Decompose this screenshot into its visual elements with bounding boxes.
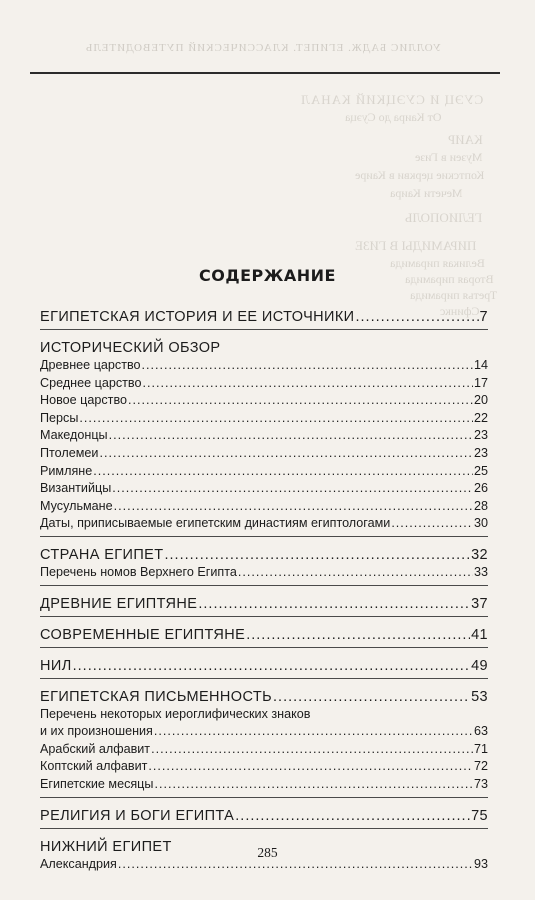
show-through-line: Сфинкс <box>440 304 480 318</box>
dot-leader <box>148 758 473 776</box>
show-through-line: Третья пирамида <box>410 288 498 302</box>
toc-page-number: 49 <box>471 657 488 674</box>
dot-leader <box>154 776 473 794</box>
dot-leader <box>151 741 473 759</box>
toc-entry-label: Арабский алфавит <box>40 741 151 756</box>
toc-entry[interactable] <box>40 392 488 410</box>
toc-title: СОДЕРЖАНИЕ <box>199 266 336 285</box>
toc-entry-label: Коптский алфавит <box>40 759 148 774</box>
toc-page-number: 33 <box>473 564 488 579</box>
section-divider <box>40 616 488 617</box>
toc-entry-label: Даты, приписываемые египетским династиям египтологами <box>40 516 391 531</box>
section-divider <box>40 536 488 537</box>
toc-entry[interactable] <box>40 480 488 498</box>
toc-section[interactable] <box>40 308 488 326</box>
toc-page-number: 71 <box>473 741 488 756</box>
toc-page-number: 72 <box>473 759 488 774</box>
toc-page-number: 25 <box>473 463 488 478</box>
toc-entry[interactable] <box>40 445 488 463</box>
dot-leader <box>154 723 473 741</box>
dot-leader <box>235 807 470 825</box>
toc-entry[interactable] <box>40 410 488 428</box>
toc-section-title: СОВРЕМЕННЫЕ ЕГИПТЯНЕ <box>40 626 246 643</box>
toc-entry-label: Перечень некоторых иероглифических знаков <box>40 706 311 721</box>
toc-page-number: 37 <box>471 595 488 612</box>
toc-entry-label: Новое царство <box>40 393 127 408</box>
toc-section-title: ДРЕВНИЕ ЕГИПТЯНЕ <box>40 595 198 612</box>
toc-entry-label: Македонцы <box>40 428 108 443</box>
show-through-line: Вторая пирамида <box>405 272 494 286</box>
toc-entry[interactable] <box>40 564 488 582</box>
show-through-line: КАИР <box>448 132 483 147</box>
toc-page-number: 30 <box>473 516 488 531</box>
toc-page-number: 7 <box>479 309 488 325</box>
dot-leader <box>356 308 479 326</box>
show-through-line: Великая пирамида <box>390 256 485 270</box>
toc-section[interactable] <box>40 807 488 825</box>
show-through-line: Музеи в Гизе <box>415 150 483 164</box>
show-through-line: ГЕЛИОПОЛЬ <box>405 210 483 225</box>
toc-entry-continuation[interactable] <box>40 723 488 741</box>
toc-page-number: 14 <box>473 358 488 372</box>
dot-leader <box>109 427 473 445</box>
toc-entry-label: Александрия <box>40 856 117 871</box>
toc-entry[interactable] <box>40 357 488 375</box>
dot-leader <box>128 392 473 410</box>
toc-entry[interactable] <box>40 741 488 759</box>
dot-leader <box>79 410 473 428</box>
toc-entry[interactable] <box>40 427 488 445</box>
toc-entry[interactable] <box>40 776 488 794</box>
dot-leader <box>273 688 470 706</box>
page-number: 285 <box>257 845 278 860</box>
toc-entry-label: Среднее царство <box>40 375 142 390</box>
dot-leader <box>142 357 473 375</box>
toc-page-number: 93 <box>473 856 488 871</box>
toc-section-title: ЕГИПЕТСКАЯ ПИСЬМЕННОСТЬ <box>40 688 273 705</box>
toc-entry[interactable] <box>40 758 488 776</box>
header-rule <box>30 72 500 74</box>
dot-leader <box>246 626 470 644</box>
section-divider <box>40 585 488 586</box>
show-through-line: ПИРАМИДЫ В ГИЗЕ <box>355 238 477 253</box>
toc-entry-label: Птолемеи <box>40 445 99 460</box>
toc-entry-first-line[interactable] <box>40 706 488 724</box>
toc-page-number: 26 <box>473 481 488 496</box>
show-through-line: От Каира до Суэца <box>345 110 442 124</box>
section-divider <box>40 678 488 679</box>
show-through-line: Коптские церкви в Каире <box>355 168 485 182</box>
toc-page-number: 17 <box>473 375 488 390</box>
toc-page-number: 73 <box>473 776 488 791</box>
section-divider <box>40 797 488 798</box>
toc-section[interactable] <box>40 339 488 357</box>
toc-section-title: НИЛ <box>40 657 72 674</box>
toc-entry[interactable] <box>40 375 488 393</box>
dot-leader <box>198 595 470 613</box>
show-through-running-header: УОЛЛИС БАДЖ. ЕГИПЕТ. КЛАССИЧЕСКИЙ ПУТЕВОДИТЕЛЬ <box>85 42 441 54</box>
section-divider <box>40 647 488 648</box>
toc-entry[interactable] <box>40 463 488 481</box>
toc-section[interactable] <box>40 595 488 613</box>
toc-section-title: ЕГИПЕТСКАЯ ИСТОРИЯ И ЕЕ ИСТОЧНИКИ <box>40 309 355 325</box>
toc-entry-label: Римляне <box>40 463 93 478</box>
dot-leader <box>238 564 473 582</box>
toc-entry-label: Древнее царство <box>40 358 141 372</box>
toc-entry-label: Перечень номов Верхнего Египта <box>40 564 237 579</box>
toc-entry[interactable] <box>40 498 488 516</box>
section-divider <box>40 828 488 829</box>
toc-page-number: 23 <box>473 445 488 460</box>
toc-entry-label: Персы <box>40 410 79 425</box>
toc-page-number: 23 <box>473 428 488 443</box>
toc-section-title: НИЖНИЙ ЕГИПЕТ <box>40 838 172 855</box>
toc-section-title: СТРАНА ЕГИПЕТ <box>40 546 164 563</box>
show-through-line: Мечети Каира <box>390 186 463 200</box>
toc-page-number: 41 <box>471 626 488 643</box>
toc-entry-label: и их произношения <box>40 724 153 739</box>
toc-page-number: 28 <box>473 498 488 513</box>
toc-section[interactable] <box>40 688 488 706</box>
toc-section-title: РЕЛИГИЯ И БОГИ ЕГИПТА <box>40 807 235 824</box>
dot-leader <box>73 657 470 675</box>
table-of-contents <box>40 308 488 873</box>
dot-leader <box>391 515 473 533</box>
toc-page-number: 22 <box>473 410 488 425</box>
toc-entry-label: Египетские месяцы <box>40 776 154 791</box>
section-divider <box>40 329 488 330</box>
dot-leader <box>99 445 473 463</box>
toc-section[interactable] <box>40 626 488 644</box>
toc-page-number: 75 <box>471 807 488 824</box>
toc-entry[interactable] <box>40 515 488 533</box>
toc-page-number: 63 <box>473 724 488 739</box>
toc-entry-label: Мусульмане <box>40 498 113 513</box>
dot-leader <box>165 546 471 564</box>
dot-leader <box>142 375 473 393</box>
toc-section[interactable] <box>40 657 488 675</box>
toc-page-number: 20 <box>473 393 488 408</box>
toc-entry-label: Византийцы <box>40 481 112 496</box>
dot-leader <box>114 498 473 516</box>
toc-page-number: 32 <box>471 546 488 563</box>
toc-section[interactable] <box>40 546 488 564</box>
toc-page-number: 53 <box>471 688 488 705</box>
dot-leader <box>93 463 473 481</box>
show-through-line: СУЭЦ И СУЭЦКИЙ КАНАЛ <box>300 92 484 107</box>
toc-section-title: ИСТОРИЧЕСКИЙ ОБЗОР <box>40 340 221 356</box>
dot-leader <box>112 480 473 498</box>
